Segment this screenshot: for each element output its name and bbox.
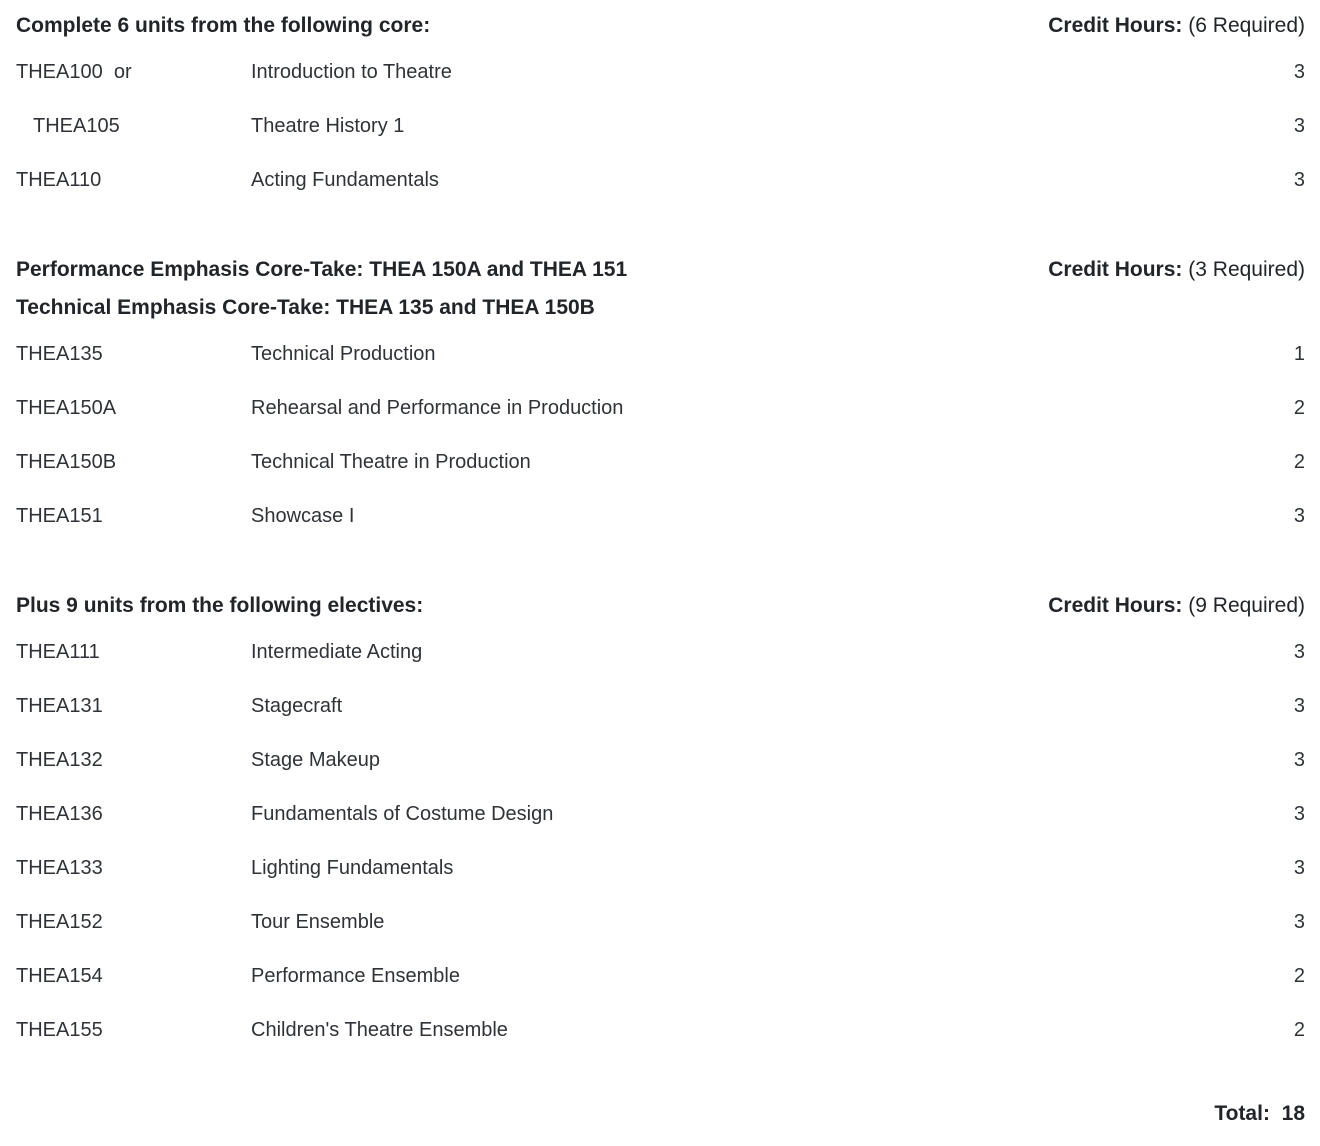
course-row <box>16 99 1305 153</box>
course-row <box>16 625 1305 679</box>
course-row <box>16 733 1305 787</box>
section-titles <box>16 587 1028 625</box>
course-code: THEA133 <box>16 856 103 879</box>
course-credits: 3 <box>1293 114 1305 137</box>
course-credits: 2 <box>1293 396 1305 419</box>
section-title: Performance Emphasis Core-Take: THEA 150A and THEA 151 <box>16 258 628 281</box>
credit-hours-label: Credit Hours: <box>1048 594 1183 617</box>
course-row <box>16 787 1305 841</box>
course-credits: 3 <box>1293 748 1305 771</box>
course-title: Lighting Fundamentals <box>251 856 454 879</box>
course-title: Theatre History 1 <box>251 114 405 137</box>
course-credits: 2 <box>1293 1018 1305 1041</box>
course-row <box>16 381 1305 435</box>
course-code: THEA155 <box>16 1018 103 1041</box>
course-credits: 2 <box>1293 450 1305 473</box>
section-title: Plus 9 units from the following electives: <box>16 594 424 617</box>
course-title: Showcase I <box>251 504 355 527</box>
credit-hours-label: Credit Hours: <box>1048 14 1183 37</box>
course-section <box>16 251 1305 543</box>
credit-hours-required: (3 Required) <box>1188 258 1305 281</box>
credit-hours <box>1028 7 1305 45</box>
course-row <box>16 841 1305 895</box>
course-credits: 3 <box>1293 60 1305 83</box>
course-code: THEA136 <box>16 802 103 825</box>
course-title: Technical Production <box>251 342 436 365</box>
total-label: Total: <box>1214 1102 1270 1125</box>
course-code: THEA151 <box>16 504 103 527</box>
course-row <box>16 679 1305 733</box>
course-title: Children's Theatre Ensemble <box>251 1018 508 1041</box>
course-title: Performance Ensemble <box>251 964 460 987</box>
course-code: THEA110 <box>16 168 102 191</box>
course-section <box>16 587 1305 1057</box>
course-code: THEA150A <box>16 396 117 419</box>
sections-container <box>16 7 1305 1057</box>
course-credits: 3 <box>1293 910 1305 933</box>
course-title: Introduction to Theatre <box>251 60 452 83</box>
course-code: THEA111 <box>16 640 100 663</box>
course-credits: 3 <box>1293 802 1305 825</box>
course-title: Stage Makeup <box>251 748 380 771</box>
course-code: THEA131 <box>16 694 103 717</box>
course-section <box>16 7 1305 207</box>
course-code: THEA150B <box>16 450 117 473</box>
section-titles <box>16 251 1028 327</box>
credit-hours-label: Credit Hours: <box>1048 258 1183 281</box>
course-code: THEA100 or <box>16 60 132 83</box>
course-row <box>16 435 1305 489</box>
course-row <box>16 45 1305 99</box>
course-title: Intermediate Acting <box>251 640 423 663</box>
course-row <box>16 489 1305 543</box>
course-credits: 3 <box>1293 694 1305 717</box>
course-title: Stagecraft <box>251 694 343 717</box>
course-row <box>16 895 1305 949</box>
course-credits: 2 <box>1293 964 1305 987</box>
course-title: Rehearsal and Performance in Production <box>251 396 624 419</box>
total-value: 18 <box>1281 1102 1305 1125</box>
course-code: THEA135 <box>16 342 103 365</box>
course-credits: 3 <box>1293 640 1305 663</box>
credit-hours-required: (9 Required) <box>1188 594 1305 617</box>
course-row <box>16 327 1305 381</box>
course-credits: 3 <box>1293 504 1305 527</box>
course-code: THEA132 <box>16 748 103 771</box>
course-credits: 3 <box>1293 168 1305 191</box>
credit-hours <box>1028 251 1305 289</box>
section-header <box>16 251 1305 327</box>
course-title: Tour Ensemble <box>251 910 385 933</box>
section-titles <box>16 7 1028 45</box>
course-title: Fundamentals of Costume Design <box>251 802 554 825</box>
section-title: Technical Emphasis Core-Take: THEA 135 and THEA 150B <box>16 296 595 319</box>
course-code: THEA154 <box>16 964 103 987</box>
total-row <box>16 1101 1305 1127</box>
course-code: THEA105 <box>33 114 120 137</box>
course-title: Technical Theatre in Production <box>251 450 531 473</box>
section-header <box>16 587 1305 625</box>
section-header <box>16 7 1305 45</box>
course-code: THEA152 <box>16 910 103 933</box>
section-title: Complete 6 units from the following core: <box>16 14 431 37</box>
credit-hours-required: (6 Required) <box>1188 14 1305 37</box>
course-credits: 3 <box>1293 856 1305 879</box>
credit-hours <box>1028 587 1305 625</box>
course-row <box>16 1003 1305 1057</box>
course-row <box>16 153 1305 207</box>
course-credits: 1 <box>1293 342 1305 365</box>
course-row <box>16 949 1305 1003</box>
course-title: Acting Fundamentals <box>251 168 439 191</box>
